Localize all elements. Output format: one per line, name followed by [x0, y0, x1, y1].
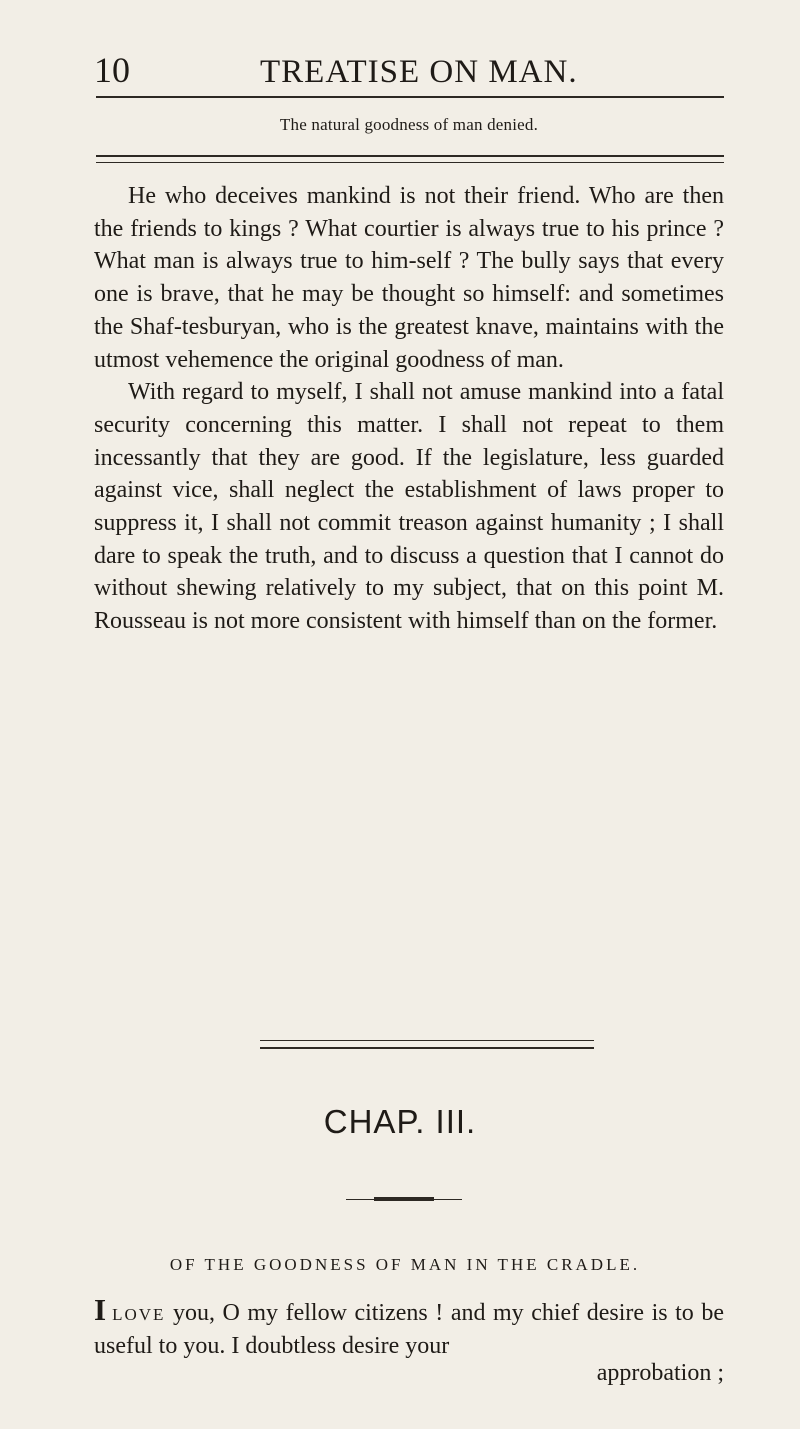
small-caps-word: love — [112, 1300, 166, 1326]
ornament-rule — [346, 1197, 462, 1201]
subtitle-rule — [96, 155, 724, 163]
running-head — [94, 50, 726, 94]
chapter-opening — [94, 1293, 724, 1363]
catchword: approbation ; — [596, 1360, 724, 1386]
chapter-number: CHAP. III. — [323, 1103, 477, 1140]
page-number: 10 — [94, 50, 130, 90]
body-text — [94, 180, 724, 638]
running-title: TREATISE ON MAN. — [260, 54, 578, 90]
opening-text: you, O my fellow citizens ! and my chief desire is to be useful to you. I doubtless desire your — [94, 1300, 724, 1359]
section-subtitle: The natural goodness of man denied. — [279, 115, 539, 134]
header-rule — [96, 96, 724, 98]
initial-letter: I — [94, 1292, 107, 1327]
paragraph: He who deceives mankind is not their friend. Who are then the friends to kings ? What courtier is always true to his prince ? What man is always true to him-self ? The bully says that every one is brave, that he may be thought so himself: and sometimes the Shaf-tesburyan, who is the greatest knave, maintains with the utmost vehemence the original goodness of man. — [94, 183, 724, 373]
chapter-separator-rule — [260, 1040, 594, 1049]
paragraph: With regard to myself, I shall not amuse mankind into a fatal security concerning this matter. I shall not repeat to them incessantly that they are good. If the legislature, less guarded against vice, shall neglect the establishment of laws proper to suppress it, I shall not commit treason against humanity ; I shall dare to speak the truth, and to discuss a question that I cannot do without shewing relatively to my subject, that on this point M. Rousseau is not more consistent with himself than on the former. — [94, 379, 724, 635]
opening-paragraph — [94, 1293, 724, 1363]
chapter-heading: OF THE GOODNESS OF MAN IN THE CRADLE. — [169, 1255, 641, 1274]
